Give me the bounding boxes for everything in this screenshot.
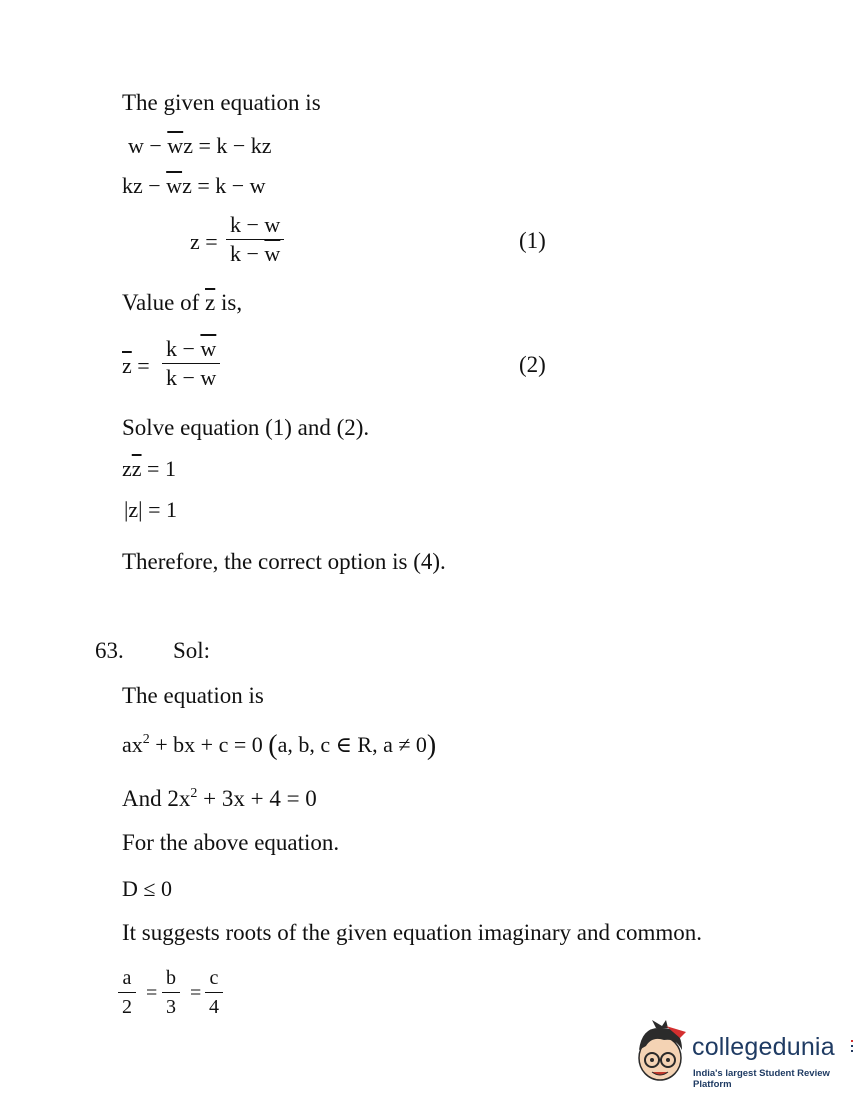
z-fraction-numerator: k − w (230, 212, 281, 237)
ratio-a-over-2: a 2 (118, 964, 136, 1021)
text-solve: Solve equation (1) and (2). (122, 415, 370, 440)
text-therefore: Therefore, the correct option is (4). (122, 549, 446, 574)
eq2-part: kz − (122, 173, 167, 198)
logo-wordmark: collegedunia (692, 1033, 835, 1061)
eq2-wbar: $\overline{w}$ (166, 173, 183, 198)
question-number: 63. (95, 638, 124, 663)
eq2-rest: z = k − w (182, 173, 266, 198)
ratio-c-over-4: c 4 (205, 964, 223, 1021)
ratio-eq-1: = (146, 982, 158, 1004)
zbar-lhs: $\overline{z}$ = (122, 353, 150, 378)
equation-label-1: (1) (519, 228, 546, 253)
text-above-equation: For the above equation. (122, 830, 340, 855)
zbar-fraction-denominator: k − w (166, 365, 217, 390)
equation-abs-z: |z| = 1 (124, 497, 177, 522)
equation-line-1 (128, 133, 272, 159)
equation-line-2 (122, 173, 266, 199)
eq1-rest: z = k − kz (183, 133, 272, 158)
zbar-fraction-numerator: $k - \overline{w}$ (166, 336, 217, 361)
sol-label: Sol: (173, 638, 211, 663)
z-lhs: z = (190, 229, 218, 254)
zbar-fraction (162, 335, 220, 392)
z-fraction (226, 211, 284, 268)
equation-zzbar: $z\overline{z} = 1$ (122, 456, 176, 481)
equation-discriminant: D ≤ 0 (122, 876, 172, 901)
ratio-b-over-3: b 3 (162, 964, 180, 1021)
equation-label-2: (2) (519, 352, 546, 377)
equation-quadratic: $ax^2$ + bx + c = 0 (a, b, c ∈ R, a ≠ 0) (122, 730, 437, 761)
text-suggests: It suggests roots of the given equation imaginary and common. (122, 920, 702, 945)
text-and-equation: And $2x^2 + 3x + 4 = 0$ (122, 786, 317, 811)
z-fraction-denominator: $k - \overline{w}$ (230, 241, 281, 266)
eq1-wbar: $\overline{w}$ (167, 133, 184, 158)
text-intro: The given equation is (122, 90, 321, 115)
eq1-part: w − (128, 133, 168, 158)
ratio-eq-2: = (190, 982, 202, 1004)
logo-tagline: India's largest Student Review Platform (693, 1068, 830, 1090)
text-value-of-zbar: Value of $\overline{z}$ is, (122, 290, 243, 315)
text-equation-is: The equation is (122, 683, 264, 708)
